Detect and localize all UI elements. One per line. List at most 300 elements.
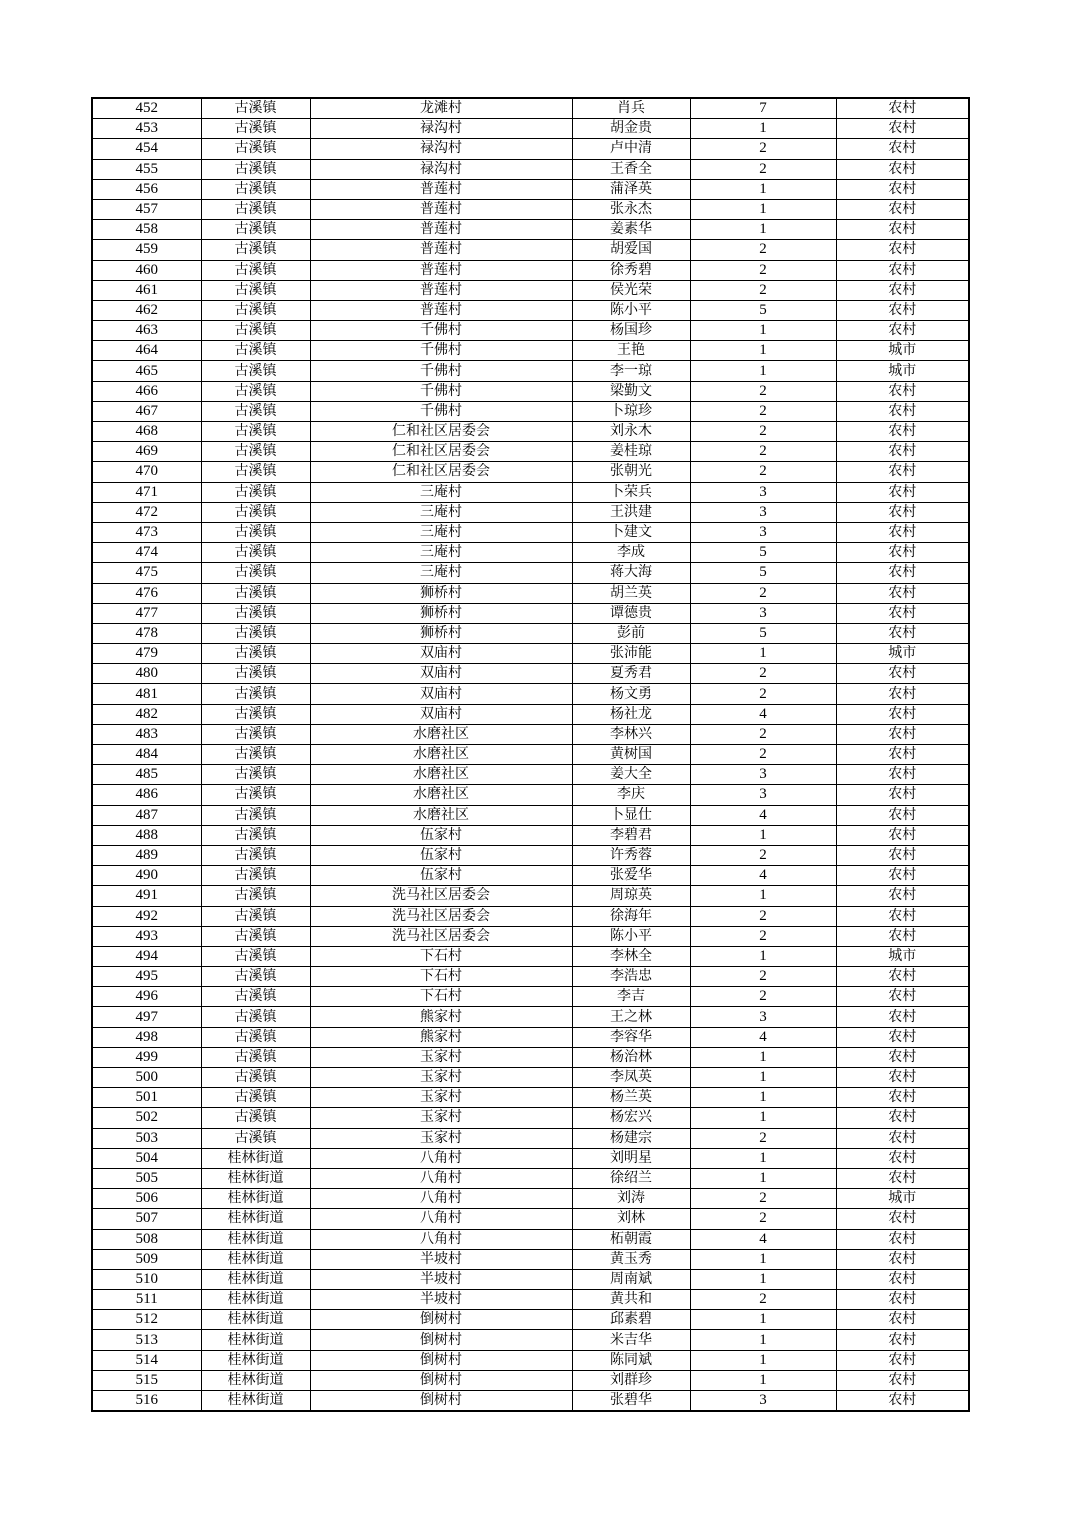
cell-village: 半坡村	[310, 1269, 572, 1289]
cell-household-type: 农村	[836, 1047, 969, 1067]
cell-count: 1	[690, 220, 836, 240]
cell-number: 452	[92, 98, 201, 119]
cell-town: 古溪镇	[201, 906, 310, 926]
cell-number: 483	[92, 724, 201, 744]
cell-count: 1	[690, 1148, 836, 1168]
cell-household-type: 农村	[836, 825, 969, 845]
table-row	[92, 260, 969, 280]
cell-name: 黄树国	[572, 745, 690, 765]
cell-count: 1	[690, 361, 836, 381]
table-row	[92, 603, 969, 623]
cell-village: 下石村	[310, 946, 572, 966]
cell-number: 457	[92, 199, 201, 219]
cell-count: 1	[690, 644, 836, 664]
cell-household-type: 农村	[836, 765, 969, 785]
cell-village: 玉家村	[310, 1068, 572, 1088]
cell-count: 1	[690, 1330, 836, 1350]
cell-name: 黄玉秀	[572, 1249, 690, 1269]
cell-number: 487	[92, 805, 201, 825]
table-row	[92, 321, 969, 341]
cell-household-type: 农村	[836, 967, 969, 987]
cell-village: 普莲村	[310, 260, 572, 280]
cell-village: 洗马社区居委会	[310, 886, 572, 906]
cell-number: 467	[92, 401, 201, 421]
cell-village: 双庙村	[310, 644, 572, 664]
table-row	[92, 1128, 969, 1148]
cell-number: 473	[92, 522, 201, 542]
cell-household-type: 农村	[836, 280, 969, 300]
cell-household-type: 农村	[836, 220, 969, 240]
cell-name: 杨兰英	[572, 1088, 690, 1108]
cell-village: 玉家村	[310, 1047, 572, 1067]
cell-number: 503	[92, 1128, 201, 1148]
cell-town: 古溪镇	[201, 745, 310, 765]
cell-count: 1	[690, 946, 836, 966]
cell-number: 475	[92, 563, 201, 583]
cell-count: 1	[690, 1047, 836, 1067]
cell-number: 480	[92, 664, 201, 684]
cell-village: 狮桥村	[310, 603, 572, 623]
cell-household-type: 农村	[836, 987, 969, 1007]
cell-household-type: 农村	[836, 785, 969, 805]
cell-town: 桂林街道	[201, 1310, 310, 1330]
cell-village: 半坡村	[310, 1290, 572, 1310]
cell-town: 古溪镇	[201, 866, 310, 886]
cell-village: 倒树村	[310, 1391, 572, 1412]
cell-count: 2	[690, 381, 836, 401]
table-row	[92, 220, 969, 240]
cell-count: 1	[690, 1370, 836, 1390]
cell-count: 3	[690, 603, 836, 623]
cell-village: 下石村	[310, 967, 572, 987]
cell-count: 2	[690, 1209, 836, 1229]
cell-town: 古溪镇	[201, 926, 310, 946]
cell-village: 禄沟村	[310, 139, 572, 159]
cell-town: 古溪镇	[201, 1007, 310, 1027]
cell-household-type: 农村	[836, 119, 969, 139]
cell-town: 古溪镇	[201, 785, 310, 805]
cell-town: 古溪镇	[201, 1088, 310, 1108]
cell-town: 古溪镇	[201, 199, 310, 219]
cell-village: 下石村	[310, 987, 572, 1007]
cell-town: 古溪镇	[201, 240, 310, 260]
cell-number: 511	[92, 1290, 201, 1310]
cell-number: 499	[92, 1047, 201, 1067]
cell-village: 禄沟村	[310, 119, 572, 139]
cell-number: 456	[92, 179, 201, 199]
cell-count: 2	[690, 422, 836, 442]
cell-town: 古溪镇	[201, 886, 310, 906]
cell-town: 古溪镇	[201, 603, 310, 623]
cell-village: 倒树村	[310, 1350, 572, 1370]
cell-name: 卜琼珍	[572, 401, 690, 421]
cell-town: 古溪镇	[201, 341, 310, 361]
cell-household-type: 城市	[836, 644, 969, 664]
table-row	[92, 1330, 969, 1350]
cell-household-type: 农村	[836, 866, 969, 886]
cell-town: 古溪镇	[201, 260, 310, 280]
cell-household-type: 农村	[836, 1027, 969, 1047]
cell-village: 三庵村	[310, 563, 572, 583]
cell-name: 陈小平	[572, 300, 690, 320]
cell-count: 3	[690, 765, 836, 785]
cell-village: 水磨社区	[310, 785, 572, 805]
table-row	[92, 745, 969, 765]
cell-household-type: 农村	[836, 623, 969, 643]
table-row	[92, 866, 969, 886]
cell-town: 桂林街道	[201, 1290, 310, 1310]
roster-table-body	[92, 98, 969, 1411]
cell-town: 古溪镇	[201, 98, 310, 119]
cell-count: 2	[690, 139, 836, 159]
cell-name: 李浩忠	[572, 967, 690, 987]
cell-village: 玉家村	[310, 1088, 572, 1108]
cell-number: 509	[92, 1249, 201, 1269]
cell-household-type: 农村	[836, 482, 969, 502]
cell-household-type: 农村	[836, 845, 969, 865]
cell-name: 卢中清	[572, 139, 690, 159]
cell-town: 古溪镇	[201, 987, 310, 1007]
cell-name: 杨国珍	[572, 321, 690, 341]
cell-name: 卜建文	[572, 522, 690, 542]
table-row	[92, 1027, 969, 1047]
cell-town: 桂林街道	[201, 1249, 310, 1269]
table-row	[92, 1047, 969, 1067]
table-row	[92, 361, 969, 381]
cell-count: 3	[690, 502, 836, 522]
table-row	[92, 300, 969, 320]
cell-town: 古溪镇	[201, 522, 310, 542]
cell-town: 古溪镇	[201, 825, 310, 845]
cell-name: 姜大全	[572, 765, 690, 785]
cell-town: 桂林街道	[201, 1330, 310, 1350]
table-row	[92, 280, 969, 300]
cell-household-type: 农村	[836, 1350, 969, 1370]
cell-town: 桂林街道	[201, 1168, 310, 1188]
cell-number: 468	[92, 422, 201, 442]
cell-village: 八角村	[310, 1229, 572, 1249]
cell-number: 459	[92, 240, 201, 260]
cell-number: 500	[92, 1068, 201, 1088]
cell-village: 水磨社区	[310, 805, 572, 825]
cell-name: 邱素碧	[572, 1310, 690, 1330]
cell-town: 古溪镇	[201, 805, 310, 825]
cell-name: 蒋大海	[572, 563, 690, 583]
cell-name: 卜显仕	[572, 805, 690, 825]
cell-count: 2	[690, 1189, 836, 1209]
cell-name: 刘涛	[572, 1189, 690, 1209]
cell-count: 4	[690, 805, 836, 825]
cell-name: 杨文勇	[572, 684, 690, 704]
cell-number: 502	[92, 1108, 201, 1128]
cell-number: 458	[92, 220, 201, 240]
cell-household-type: 农村	[836, 401, 969, 421]
table-row	[92, 1168, 969, 1188]
cell-village: 熊家村	[310, 1027, 572, 1047]
cell-count: 5	[690, 543, 836, 563]
cell-town: 古溪镇	[201, 1108, 310, 1128]
cell-number: 484	[92, 745, 201, 765]
cell-number: 504	[92, 1148, 201, 1168]
cell-household-type: 农村	[836, 805, 969, 825]
cell-town: 古溪镇	[201, 583, 310, 603]
table-row	[92, 805, 969, 825]
table-row	[92, 240, 969, 260]
cell-household-type: 农村	[836, 1209, 969, 1229]
cell-number: 497	[92, 1007, 201, 1027]
cell-village: 狮桥村	[310, 583, 572, 603]
cell-count: 1	[690, 1168, 836, 1188]
cell-household-type: 农村	[836, 381, 969, 401]
cell-number: 474	[92, 543, 201, 563]
cell-village: 普莲村	[310, 179, 572, 199]
cell-village: 千佛村	[310, 381, 572, 401]
cell-count: 2	[690, 745, 836, 765]
cell-name: 杨建宗	[572, 1128, 690, 1148]
cell-town: 桂林街道	[201, 1391, 310, 1412]
cell-number: 498	[92, 1027, 201, 1047]
cell-village: 水磨社区	[310, 745, 572, 765]
cell-household-type: 农村	[836, 724, 969, 744]
cell-number: 510	[92, 1269, 201, 1289]
cell-town: 古溪镇	[201, 1047, 310, 1067]
cell-village: 八角村	[310, 1189, 572, 1209]
cell-name: 刘群珍	[572, 1370, 690, 1390]
cell-town: 古溪镇	[201, 1128, 310, 1148]
cell-count: 1	[690, 179, 836, 199]
cell-number: 491	[92, 886, 201, 906]
cell-village: 玉家村	[310, 1128, 572, 1148]
cell-village: 倒树村	[310, 1370, 572, 1390]
cell-village: 仁和社区居委会	[310, 462, 572, 482]
table-row	[92, 1108, 969, 1128]
cell-village: 伍家村	[310, 845, 572, 865]
table-row	[92, 1350, 969, 1370]
cell-count: 2	[690, 401, 836, 421]
cell-count: 7	[690, 98, 836, 119]
cell-household-type: 农村	[836, 906, 969, 926]
cell-name: 刘明星	[572, 1148, 690, 1168]
cell-number: 496	[92, 987, 201, 1007]
table-row	[92, 563, 969, 583]
cell-name: 李凤英	[572, 1068, 690, 1088]
cell-count: 1	[690, 1269, 836, 1289]
cell-village: 三庵村	[310, 502, 572, 522]
cell-number: 482	[92, 704, 201, 724]
cell-household-type: 农村	[836, 1088, 969, 1108]
cell-number: 464	[92, 341, 201, 361]
cell-household-type: 农村	[836, 1229, 969, 1249]
cell-count: 1	[690, 1068, 836, 1088]
cell-village: 双庙村	[310, 684, 572, 704]
cell-household-type: 农村	[836, 1370, 969, 1390]
table-row	[92, 946, 969, 966]
cell-town: 古溪镇	[201, 321, 310, 341]
cell-household-type: 农村	[836, 886, 969, 906]
cell-village: 三庵村	[310, 522, 572, 542]
cell-number: 469	[92, 442, 201, 462]
cell-name: 张朝光	[572, 462, 690, 482]
table-row	[92, 1229, 969, 1249]
cell-name: 李庆	[572, 785, 690, 805]
table-row	[92, 1269, 969, 1289]
cell-count: 1	[690, 1249, 836, 1269]
cell-count: 3	[690, 1007, 836, 1027]
cell-count: 2	[690, 906, 836, 926]
cell-village: 八角村	[310, 1148, 572, 1168]
cell-number: 477	[92, 603, 201, 623]
cell-number: 478	[92, 623, 201, 643]
cell-household-type: 农村	[836, 139, 969, 159]
cell-town: 古溪镇	[201, 442, 310, 462]
cell-household-type: 农村	[836, 1330, 969, 1350]
cell-household-type: 农村	[836, 422, 969, 442]
cell-village: 双庙村	[310, 664, 572, 684]
cell-town: 桂林街道	[201, 1148, 310, 1168]
cell-household-type: 农村	[836, 1128, 969, 1148]
table-row	[92, 1148, 969, 1168]
cell-count: 1	[690, 341, 836, 361]
cell-count: 2	[690, 462, 836, 482]
cell-household-type: 农村	[836, 260, 969, 280]
cell-number: 514	[92, 1350, 201, 1370]
cell-number: 505	[92, 1168, 201, 1188]
cell-count: 1	[690, 886, 836, 906]
table-row	[92, 502, 969, 522]
cell-number: 508	[92, 1229, 201, 1249]
cell-town: 桂林街道	[201, 1269, 310, 1289]
cell-household-type: 农村	[836, 1249, 969, 1269]
table-row	[92, 98, 969, 119]
cell-household-type: 农村	[836, 199, 969, 219]
cell-count: 2	[690, 967, 836, 987]
cell-town: 古溪镇	[201, 280, 310, 300]
cell-count: 1	[690, 1310, 836, 1330]
cell-town: 古溪镇	[201, 139, 310, 159]
cell-village: 八角村	[310, 1168, 572, 1188]
cell-number: 462	[92, 300, 201, 320]
cell-household-type: 城市	[836, 1189, 969, 1209]
cell-number: 470	[92, 462, 201, 482]
cell-number: 479	[92, 644, 201, 664]
cell-town: 古溪镇	[201, 1027, 310, 1047]
table-row	[92, 401, 969, 421]
cell-household-type: 城市	[836, 341, 969, 361]
cell-town: 古溪镇	[201, 300, 310, 320]
cell-household-type: 农村	[836, 522, 969, 542]
cell-village: 普莲村	[310, 220, 572, 240]
table-row	[92, 765, 969, 785]
cell-name: 杨社龙	[572, 704, 690, 724]
cell-count: 5	[690, 563, 836, 583]
table-row	[92, 623, 969, 643]
cell-count: 1	[690, 199, 836, 219]
cell-village: 倒树村	[310, 1330, 572, 1350]
cell-village: 仁和社区居委会	[310, 422, 572, 442]
cell-town: 古溪镇	[201, 179, 310, 199]
table-row	[92, 462, 969, 482]
cell-household-type: 农村	[836, 502, 969, 522]
cell-name: 李林兴	[572, 724, 690, 744]
cell-town: 桂林街道	[201, 1370, 310, 1390]
cell-town: 古溪镇	[201, 845, 310, 865]
cell-count: 1	[690, 119, 836, 139]
cell-town: 古溪镇	[201, 946, 310, 966]
cell-name: 李一琼	[572, 361, 690, 381]
cell-number: 471	[92, 482, 201, 502]
cell-household-type: 农村	[836, 179, 969, 199]
table-row	[92, 1209, 969, 1229]
cell-town: 古溪镇	[201, 543, 310, 563]
cell-count: 2	[690, 845, 836, 865]
cell-village: 半坡村	[310, 1249, 572, 1269]
cell-name: 李吉	[572, 987, 690, 1007]
cell-name: 徐绍兰	[572, 1168, 690, 1188]
cell-count: 2	[690, 664, 836, 684]
table-row	[92, 199, 969, 219]
cell-town: 古溪镇	[201, 704, 310, 724]
cell-name: 胡爱国	[572, 240, 690, 260]
cell-village: 水磨社区	[310, 724, 572, 744]
cell-name: 陈小平	[572, 926, 690, 946]
cell-name: 姜素华	[572, 220, 690, 240]
cell-village: 普莲村	[310, 199, 572, 219]
cell-number: 513	[92, 1330, 201, 1350]
table-row	[92, 967, 969, 987]
cell-name: 徐海年	[572, 906, 690, 926]
table-row	[92, 381, 969, 401]
cell-count: 4	[690, 1229, 836, 1249]
cell-number: 495	[92, 967, 201, 987]
cell-village: 双庙村	[310, 704, 572, 724]
cell-number: 506	[92, 1189, 201, 1209]
cell-village: 洗马社区居委会	[310, 926, 572, 946]
cell-number: 453	[92, 119, 201, 139]
cell-number: 472	[92, 502, 201, 522]
table-row	[92, 1007, 969, 1027]
cell-household-type: 农村	[836, 1007, 969, 1027]
cell-number: 490	[92, 866, 201, 886]
cell-name: 梁勤文	[572, 381, 690, 401]
table-row	[92, 1068, 969, 1088]
cell-count: 1	[690, 1350, 836, 1370]
table-row	[92, 159, 969, 179]
table-row	[92, 926, 969, 946]
cell-count: 1	[690, 321, 836, 341]
cell-household-type: 农村	[836, 159, 969, 179]
cell-household-type: 城市	[836, 361, 969, 381]
cell-number: 486	[92, 785, 201, 805]
cell-village: 仁和社区居委会	[310, 442, 572, 462]
table-row	[92, 1290, 969, 1310]
cell-count: 2	[690, 442, 836, 462]
cell-count: 3	[690, 482, 836, 502]
cell-count: 1	[690, 1088, 836, 1108]
cell-village: 千佛村	[310, 401, 572, 421]
cell-name: 徐秀碧	[572, 260, 690, 280]
cell-number: 466	[92, 381, 201, 401]
cell-village: 八角村	[310, 1209, 572, 1229]
cell-count: 3	[690, 1391, 836, 1412]
cell-village: 熊家村	[310, 1007, 572, 1027]
cell-village: 伍家村	[310, 825, 572, 845]
cell-name: 彭前	[572, 623, 690, 643]
cell-household-type: 农村	[836, 745, 969, 765]
cell-town: 古溪镇	[201, 765, 310, 785]
cell-count: 2	[690, 1128, 836, 1148]
cell-town: 古溪镇	[201, 563, 310, 583]
cell-count: 2	[690, 240, 836, 260]
